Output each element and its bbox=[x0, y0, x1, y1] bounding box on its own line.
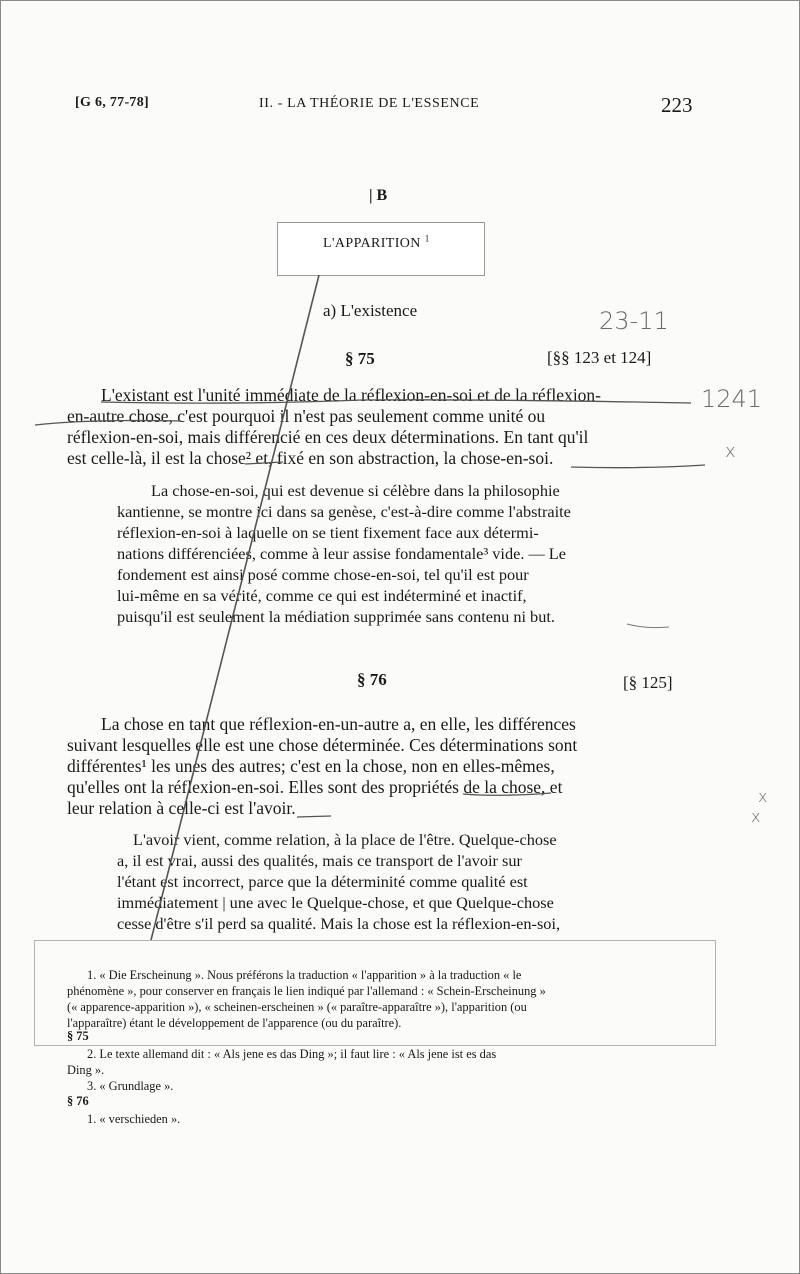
remark-line: l'étant est incorrect, parce que la déterminité comme qualité est bbox=[117, 872, 528, 891]
header-title: II. - LA THÉORIE DE L'ESSENCE bbox=[259, 96, 480, 111]
remark-line: cesse d'être s'il perd sa qualité. Mais la chose est la réflexion-en-soi, bbox=[117, 914, 561, 933]
page-number: 223 bbox=[661, 93, 693, 117]
footnote-line: 2. Le texte allemand dit : « Als jene es das Ding »; il faut lire : « Als jene ist es das bbox=[87, 1047, 497, 1061]
section-b-heading: | B bbox=[369, 187, 388, 204]
paragraph-line: leur relation à celle-ci est l'avoir. bbox=[67, 798, 296, 818]
diagonal-pencil-line bbox=[151, 275, 319, 940]
underline-mark bbox=[463, 793, 551, 795]
remark-line: immédiatement | une avec le Quelque-chose, et que Quelque-chose bbox=[117, 893, 554, 912]
paragraph-line: L'existant est l'unité immédiate de la réflexion-en-soi et de la réflexion- bbox=[101, 385, 602, 405]
paragraph-number: § 75 bbox=[345, 349, 375, 368]
underline-mark bbox=[627, 624, 669, 628]
remark-line: fondement est ainsi posé comme chose-en-soi, tel qu'il est pour bbox=[117, 565, 529, 584]
paragraph-line: suivant lesquelles elle est une chose déterminée. Ces déterminations sont bbox=[67, 735, 578, 755]
footnote-section-label: § 76 bbox=[67, 1094, 89, 1108]
remark-line: kantienne, se montre ici dans sa genèse, c'est-à-dire comme l'abstraite bbox=[117, 502, 571, 521]
footnote-line: phénomène », pour conserver en français le lien indiqué par l'allemand : « Schein-Erscheinung » bbox=[67, 984, 546, 998]
underline-mark bbox=[245, 462, 283, 464]
underline-mark bbox=[297, 816, 331, 817]
paragraph-line: en-autre chose, c'est pourquoi il n'est pas seulement comme unité ou bbox=[67, 406, 546, 426]
remark-line: puisqu'il est seulement la médiation supprimée sans contenu ni but. bbox=[117, 607, 555, 626]
footnote-mark: 1 bbox=[424, 233, 430, 244]
handwritten-margin-number: 1241 bbox=[701, 385, 763, 413]
footnote-line: l'apparaître) étant le développement de l'apparence (ou du paraître). bbox=[67, 1016, 402, 1030]
footnote-line: 1. « verschieden ». bbox=[87, 1112, 181, 1126]
paragraph-reference: [§§ 123 et 124] bbox=[547, 348, 652, 367]
underline-mark bbox=[35, 421, 181, 426]
paragraph-number: § 76 bbox=[357, 670, 387, 689]
remark-line: réflexion-en-soi à laquelle on se tient fixement face aux détermi- bbox=[117, 523, 539, 542]
header-reference: [G 6, 77-78] bbox=[75, 95, 149, 110]
underline-mark bbox=[571, 465, 705, 468]
remark-line: La chose-en-soi, qui est devenue si célèbre dans la philosophie bbox=[151, 481, 560, 500]
handwritten-cross: x bbox=[751, 807, 761, 826]
subsection-text: a) L'existence bbox=[323, 301, 418, 320]
paragraph-line: réflexion-en-soi, mais différencié en ces deux déterminations. En tant qu'il bbox=[67, 427, 589, 447]
footnote-section-label: § 75 bbox=[67, 1029, 89, 1043]
footnote-line: 1. « Die Erscheinung ». Nous préférons la traduction « l'apparition » à la traduction « le bbox=[87, 968, 522, 982]
handwritten-cross: x bbox=[725, 441, 736, 462]
paragraph-reference: [§ 125] bbox=[623, 673, 673, 692]
footnote-line: Ding ». bbox=[67, 1063, 105, 1077]
handwritten-date: 23-11 bbox=[599, 307, 669, 335]
paragraph-line: qu'elles ont la réflexion-en-soi. Elles sont des propriétés de la chose, et bbox=[67, 777, 563, 797]
footnote-line: 3. « Grundlage ». bbox=[87, 1079, 174, 1093]
section-title-text: L'APPARITION bbox=[323, 236, 421, 251]
paragraph-line: différentes¹ les unes des autres; c'est en la chose, non en elles-mêmes, bbox=[67, 756, 555, 776]
pencil-annotations bbox=[1, 1, 799, 1273]
remark-line: lui-même en sa vérité, comme ce qui est indéterminé et inactif, bbox=[117, 586, 527, 605]
remark-line: a, il est vrai, aussi des qualités, mais ce transport de l'avoir sur bbox=[117, 851, 522, 870]
handwritten-cross: x bbox=[758, 787, 768, 806]
paragraph-line: est celle-là, il est la chose² et, fixé en son abstraction, la chose-en-soi. bbox=[67, 448, 554, 468]
footnote-line: (« apparence-apparition »), « scheinen-erscheinen » (« paraître-apparaître »), l'apparition (ou bbox=[67, 1000, 527, 1014]
paragraph-line: La chose en tant que réflexion-en-un-autre a, en elle, les différences bbox=[101, 714, 576, 734]
remark-line: nations différenciées, comme à leur assise fondamentale³ vide. — Le bbox=[117, 544, 566, 563]
remark-line: L'avoir vient, comme relation, à la place de l'être. Quelque-chose bbox=[133, 830, 557, 849]
underline-mark bbox=[101, 400, 691, 403]
